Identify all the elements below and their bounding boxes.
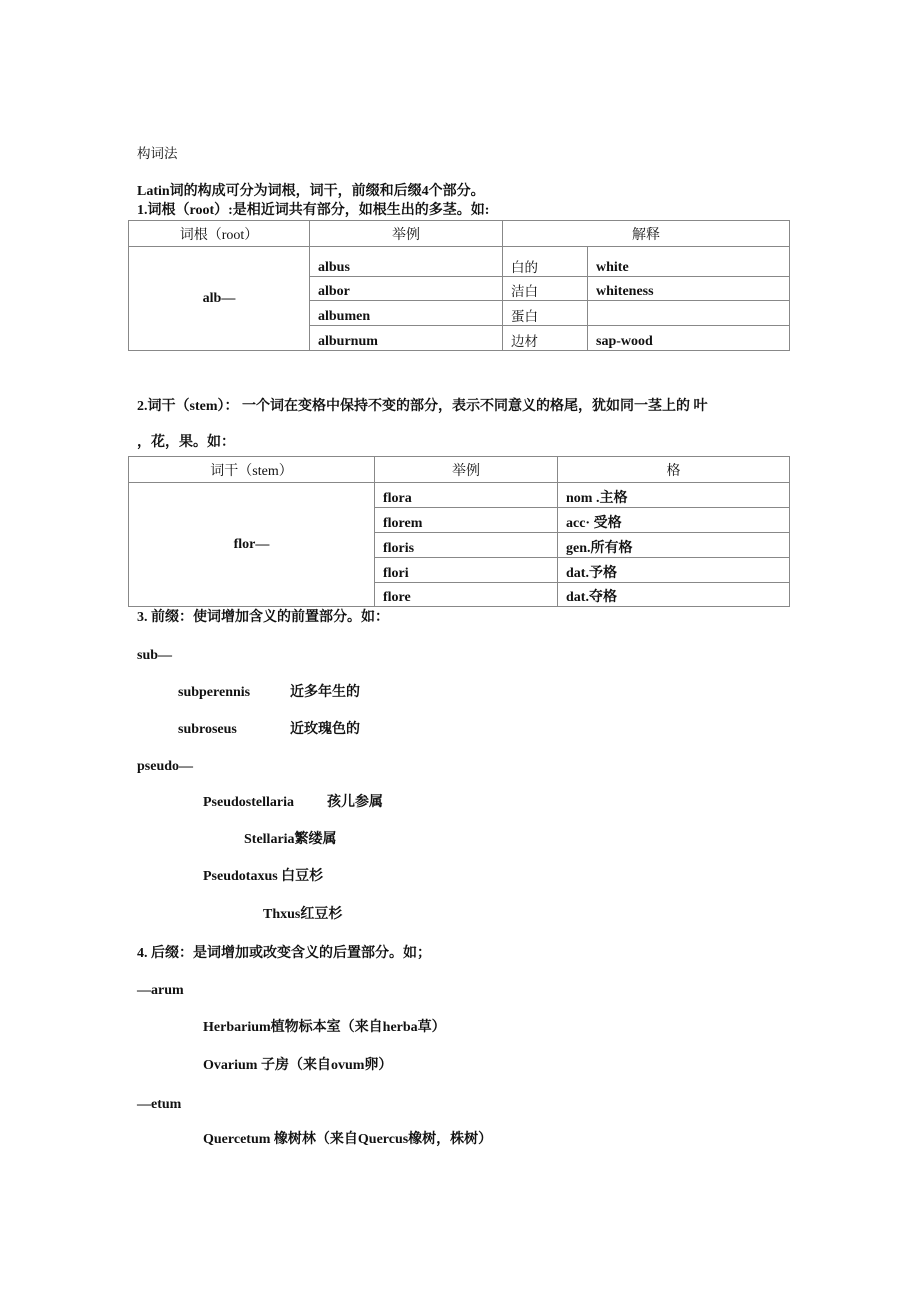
example-cell: flora bbox=[375, 483, 558, 508]
table-header: 词根（root） bbox=[129, 221, 310, 247]
table-header: 解释 bbox=[503, 221, 790, 247]
meaning-cell: 边材 bbox=[503, 326, 588, 351]
stem-heading-cont: ，花，果。如： bbox=[137, 435, 235, 450]
prefix-example: Stellaria繁缕属 bbox=[244, 832, 337, 847]
suffix-heading: 4. 后缀：是词增加或改变含义的后置部分。如； bbox=[137, 946, 431, 961]
english-cell bbox=[588, 301, 790, 326]
suffix-example: Ovarium 子房（来自ovum卵） bbox=[203, 1058, 393, 1073]
intro-text: Latin词的构成可分为词根，词干，前缀和后缀4个部分。 bbox=[137, 184, 485, 199]
prefix-example: Pseudostellaria bbox=[203, 795, 294, 810]
case-cell: dat.夺格 bbox=[558, 583, 790, 607]
example-cell: flori bbox=[375, 558, 558, 583]
table-header: 词干（stem） bbox=[129, 457, 375, 483]
prefix-label: sub— bbox=[137, 648, 173, 663]
english-cell: white bbox=[588, 247, 790, 277]
example-cell: albumen bbox=[310, 301, 503, 326]
english-cell: whiteness bbox=[588, 277, 790, 301]
prefix-example: Thxus红豆杉 bbox=[263, 907, 343, 922]
meaning-cell: 洁白 bbox=[503, 277, 588, 301]
example-cell: alburnum bbox=[310, 326, 503, 351]
example-cell: floris bbox=[375, 533, 558, 558]
example-cell: flore bbox=[375, 583, 558, 607]
case-cell: acc· 受格 bbox=[558, 508, 790, 533]
table-header: 举例 bbox=[375, 457, 558, 483]
case-cell: gen.所有格 bbox=[558, 533, 790, 558]
table-header: 举例 bbox=[310, 221, 503, 247]
example-cell: albus bbox=[310, 247, 503, 277]
root-table bbox=[128, 220, 790, 351]
suffix-example: Herbarium植物标本室（来自herba草） bbox=[203, 1020, 446, 1035]
suffix-label: —etum bbox=[137, 1097, 182, 1112]
prefix-label: pseudo— bbox=[137, 759, 194, 774]
prefix-meaning: 近多年生的 bbox=[290, 685, 360, 700]
prefix-heading: 3. 前缀：使词增加含义的前置部分。如： bbox=[137, 610, 389, 625]
case-cell: nom .主格 bbox=[558, 483, 790, 508]
doc-title: 构词法 bbox=[137, 146, 178, 162]
example-cell: albor bbox=[310, 277, 503, 301]
prefix-example: subroseus bbox=[178, 722, 237, 737]
prefix-example: subperennis bbox=[178, 685, 251, 700]
prefix-meaning: 孩儿参属 bbox=[327, 795, 383, 810]
root-cell: alb— bbox=[129, 247, 310, 351]
stem-heading: 2.词干（stem）： 一个词在变格中保持不变的部分，表示不同意义的格尾，犹如同一茎上的 叶 bbox=[137, 399, 708, 414]
example-cell: florem bbox=[375, 508, 558, 533]
prefix-meaning: 近玫瑰色的 bbox=[290, 722, 360, 737]
stem-cell: flor— bbox=[129, 483, 375, 607]
english-cell: sap-wood bbox=[588, 326, 790, 351]
suffix-example: Quercetum 橡树林（来自Quercus橡树，株树） bbox=[203, 1132, 493, 1147]
table-header: 格 bbox=[558, 457, 790, 483]
case-cell: dat.予格 bbox=[558, 558, 790, 583]
root-heading: 1.词根（root）:是相近词共有部分，如根生出的多茎。如: bbox=[137, 203, 490, 218]
meaning-cell: 白的 bbox=[503, 247, 588, 277]
stem-table bbox=[128, 456, 790, 607]
prefix-example: Pseudotaxus 白豆杉 bbox=[203, 869, 324, 884]
meaning-cell: 蛋白 bbox=[503, 301, 588, 326]
suffix-label: —arum bbox=[137, 983, 184, 998]
